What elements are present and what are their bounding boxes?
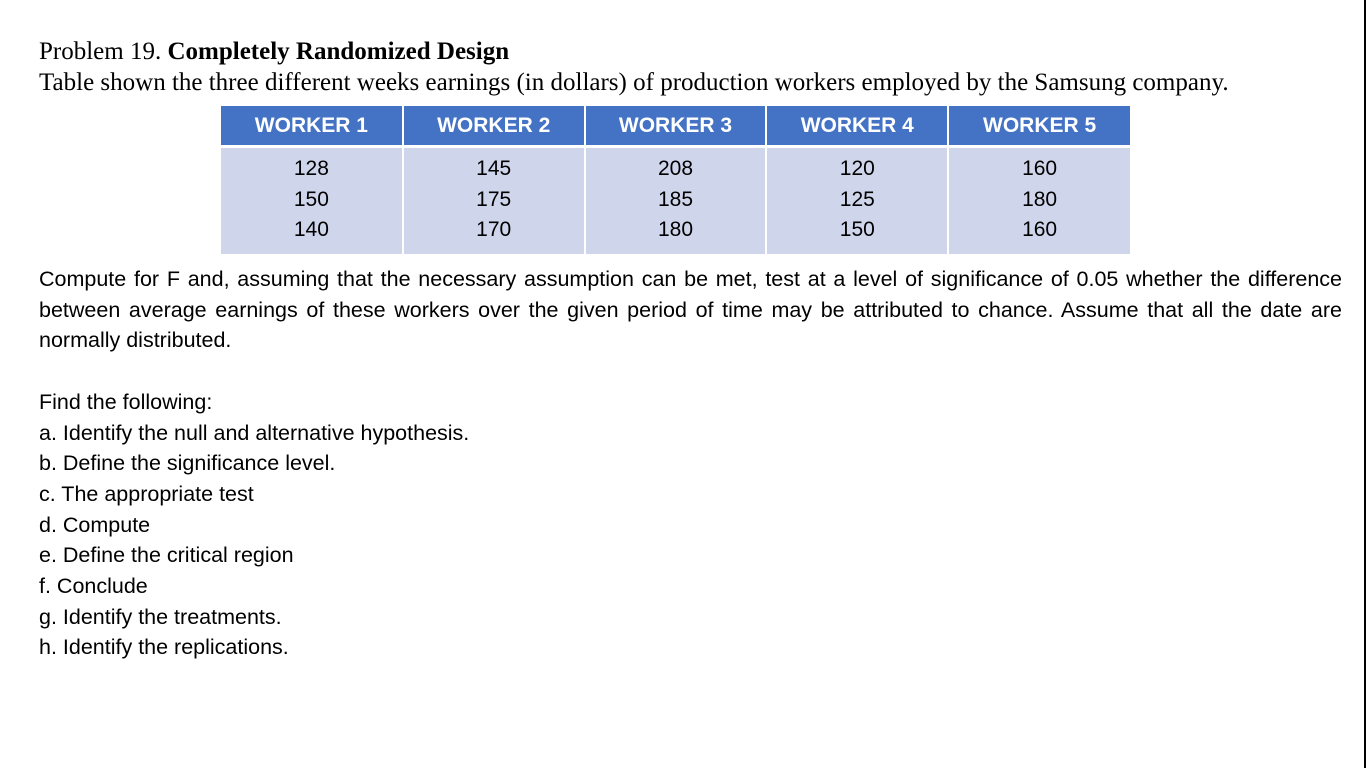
table-row <box>221 147 1130 254</box>
table-cell: 160 <box>1022 157 1058 180</box>
table-cell: 150 <box>293 187 329 211</box>
header-worker-1: WORKER 1 <box>221 106 403 147</box>
worker-2-earnings <box>403 147 585 254</box>
table-cell: 150 <box>839 218 875 241</box>
table-cell: 125 <box>839 187 875 211</box>
table-cell: 160 <box>1022 218 1058 241</box>
table-cell: 180 <box>1022 187 1058 211</box>
worker-4-earnings <box>766 147 948 254</box>
list-item: c. The appropriate test <box>39 481 254 506</box>
table-cell: 185 <box>657 187 694 211</box>
problem-title-line <box>39 36 1339 67</box>
table-cell: 128 <box>293 157 329 180</box>
earnings-table <box>221 106 1130 254</box>
table-cell: 120 <box>839 157 875 180</box>
table-cell: 145 <box>476 157 512 180</box>
table-cell: 175 <box>476 187 512 211</box>
table-cell: 208 <box>657 157 694 180</box>
header-worker-2: WORKER 2 <box>403 106 585 147</box>
list-item: f. Conclude <box>39 574 148 599</box>
list-item: h. Identify the replications. <box>39 635 289 660</box>
list-item: b. Define the significance level. <box>39 451 336 476</box>
header-worker-5: WORKER 5 <box>948 106 1130 147</box>
instructions-paragraph: Compute for F and, assuming that the necessary assumption can be met, test at a level of significance of 0.05 whether the difference between average earnings of these workers over the given period of time may be attributed to chance. Assume that all the date are normally distributed. <box>39 267 1342 353</box>
list-item: d. Compute <box>39 512 151 537</box>
problem-body <box>39 264 1342 663</box>
header-worker-4: WORKER 4 <box>766 106 948 147</box>
worker-1-earnings <box>221 147 403 254</box>
table-cell: 140 <box>293 218 329 241</box>
list-item: a. Identify the null and alternative hypothesis. <box>39 420 470 445</box>
problem-title: Completely Randomized Design <box>167 38 510 65</box>
problem-heading <box>39 36 1339 98</box>
problem-label: Problem 19. <box>39 38 162 65</box>
header-worker-3: WORKER 3 <box>585 106 767 147</box>
table-cell: 180 <box>657 218 694 241</box>
list-item: g. Identify the treatments. <box>39 604 282 629</box>
worker-5-earnings <box>948 147 1130 254</box>
problem-description: Table shown the three different weeks earnings (in dollars) of production workers employed by the Samsung company. <box>39 69 1229 96</box>
table-cell: 170 <box>476 218 512 241</box>
find-intro: Find the following: <box>39 389 213 414</box>
table-header-row <box>221 106 1130 147</box>
worker-3-earnings <box>585 147 767 254</box>
list-item: e. Define the critical region <box>39 543 294 568</box>
